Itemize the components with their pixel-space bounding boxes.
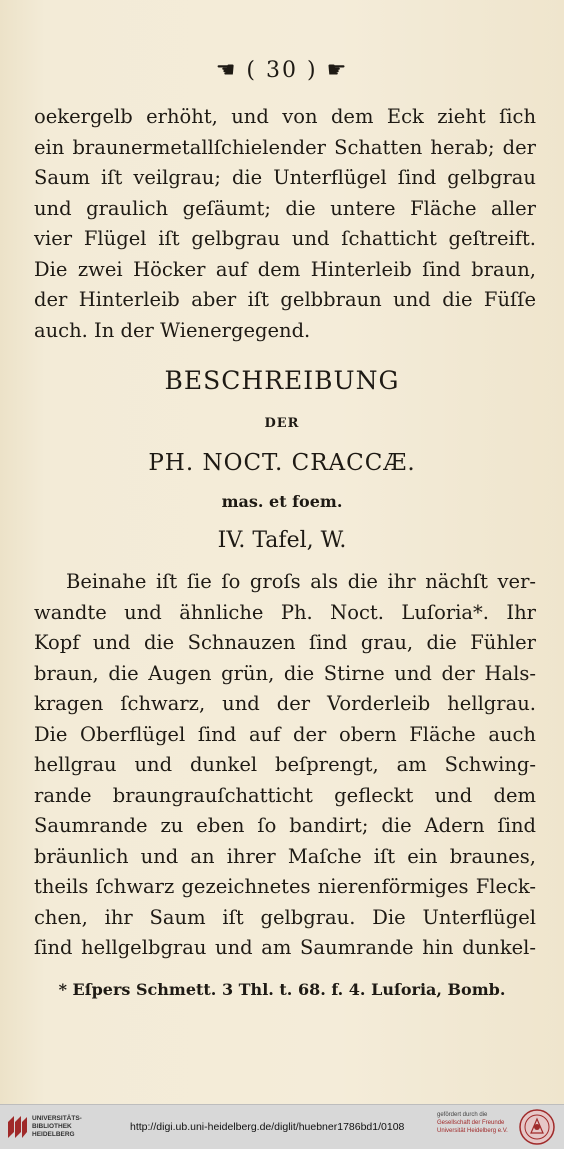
- text-line: Die zwei Höcker auf dem Hinterleib ſind braun,: [34, 257, 536, 281]
- permalink-url[interactable]: http://digi.ub.uni-heidelberg.de/diglit/huebner1786bd1/0108: [130, 1121, 405, 1133]
- section-heading: BESCHREIBUNG: [164, 366, 400, 395]
- text-line: wandte und ähnliche Ph. Noct. Luſoria*. Ihr: [34, 600, 536, 624]
- sponsor-note: [437, 1111, 511, 1135]
- footnote: * Eſpers Schmett. 3 Thl. t. 68. f. 4. Luſoria, Bomb.: [58, 980, 506, 999]
- sponsor-line: Gesellschaft der Freunde: [437, 1120, 505, 1126]
- text-line: oekergelb erhöht, und von dem Eck zieht ſich: [34, 105, 536, 128]
- left-pointing-hand-icon: ☚: [215, 58, 238, 83]
- text-line: und graulich geſäumt; die untere Fläche aller: [34, 196, 536, 220]
- text-line: chen, ihr Saum iſt gelbgrau. Die Unterflügel: [34, 905, 536, 929]
- plate-reference: IV. Tafel, W.: [217, 528, 347, 553]
- text-line: hellgrau und dunkel beſprengt, am Schwing-: [34, 753, 536, 776]
- library-name: UNIVERSITÄTS- BIBLIOTHEK HEIDELBERG: [32, 1115, 82, 1138]
- right-pointing-hand-icon: ☛: [326, 58, 349, 83]
- text-line: braun, die Augen grün, die Stirne und der Hals-: [34, 661, 536, 685]
- page-number-row: [0, 58, 564, 83]
- text-line: Beinahe iſt ſie ſo groſs als die ihr nächſt ver-: [66, 570, 536, 593]
- text-line: bräunlich und an ihrer Maſche iſt ein braunes,: [34, 844, 536, 868]
- sponsor-line: gefördert durch die: [437, 1112, 488, 1118]
- text-line: Die Oberflügel ſind auf der obern Fläche auch: [34, 722, 536, 746]
- species-heading: PH. NOCT. CRACCÆ.: [148, 450, 416, 476]
- text-line: Saum iſt veilgrau; die Unterflügel ſind gelbgrau: [34, 166, 536, 189]
- text-line: Saumrande zu eben ſo bandirt; die Adern ſind: [34, 814, 536, 837]
- text-line: ſind hellgelbgrau und am Saumrande hin dunkel-: [34, 936, 536, 959]
- viewer-footer-bar: [0, 1104, 564, 1149]
- library-logo-icon: [6, 1114, 28, 1140]
- text-line: ein braunermetallſchielender Schatten herab; der: [34, 135, 536, 159]
- text-line: kragen ſchwarz, und der Vorderleib hellgrau.: [34, 692, 536, 715]
- text-line: auch. In der Wienergegend.: [34, 318, 311, 342]
- university-seal-icon: [519, 1109, 555, 1145]
- text-line: der Hinterleib aber iſt gelbbraun und die Füſſe: [34, 288, 536, 311]
- sponsor-line: Universität Heidelberg e.V.: [437, 1128, 508, 1134]
- text-line: theils ſchwarz gezeichnetes nierenförmiges Fleck-: [34, 875, 536, 898]
- text-line: rande braungrauſchatticht gefleckt und dem: [34, 783, 536, 807]
- heading-article: DER: [264, 416, 300, 431]
- description-paragraph: [34, 567, 536, 964]
- text-line: vier Flügel iſt gelbgrau und ſchatticht geſtreift.: [34, 227, 536, 250]
- text-line: Kopf und die Schnauzen ſind grau, die Fühler: [34, 631, 536, 654]
- page-number: ( 30 ): [246, 58, 318, 83]
- paragraph-continuation: [34, 102, 536, 346]
- sex-subheading: mas. et foem.: [221, 492, 343, 511]
